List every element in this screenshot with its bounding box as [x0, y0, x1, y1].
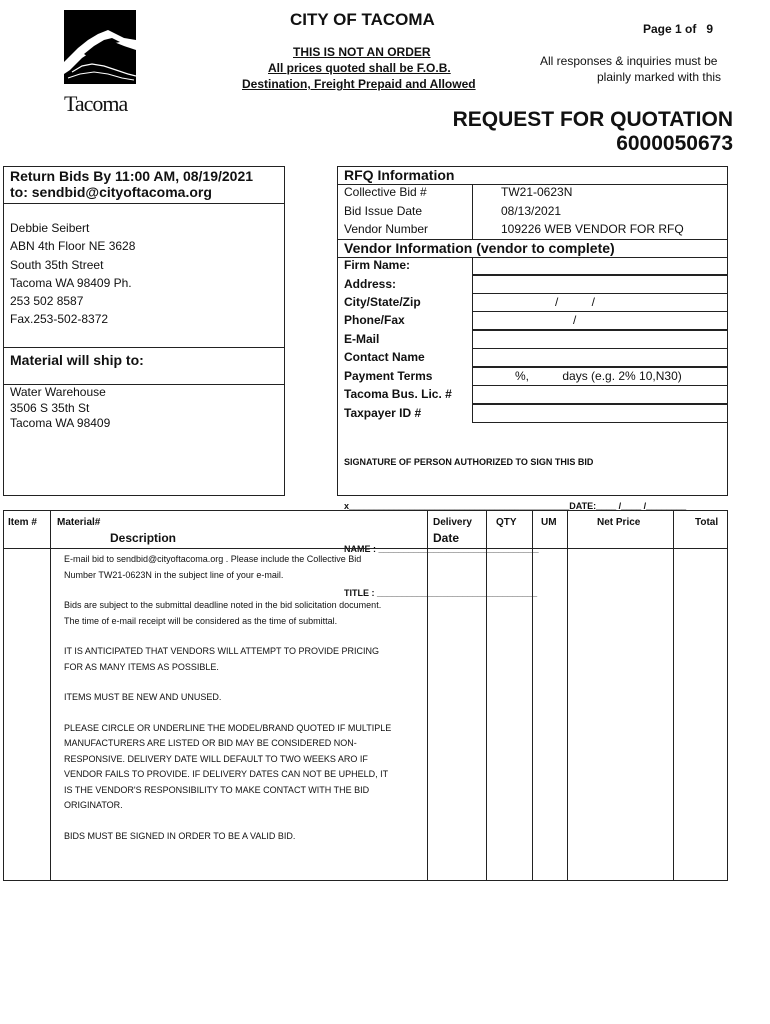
logo-text: Tacoma [64, 91, 128, 116]
rfq-value: TW21-0623N [501, 185, 573, 199]
payment-terms-hint: %, days (e.g. 2% 10,N30) [515, 369, 682, 383]
logo-mountain-icon [64, 10, 136, 90]
return-bids-line-2: to: sendbid@cityoftacoma.org [10, 184, 212, 200]
contact-block [10, 219, 135, 329]
contact-line: 253 502 8587 [10, 294, 84, 309]
vendor-label: Address: [344, 277, 397, 291]
vendor-label: E-Mail [344, 332, 380, 346]
contact-line: Debbie Seibert [10, 221, 90, 235]
responses-line-1: All responses & inquiries must be [540, 54, 718, 68]
ship-to-address [10, 385, 110, 432]
email-field[interactable] [472, 330, 728, 349]
vendor-label: City/State/Zip [344, 295, 421, 309]
city-logo [64, 10, 136, 114]
rfq-value: 08/13/2021 [501, 204, 562, 218]
fob-line-1: All prices quoted shall be F.O.B. [268, 61, 451, 75]
business-license-field[interactable] [472, 385, 728, 404]
rfq-info-title: RFQ Information [344, 167, 455, 183]
rfq-title: REQUEST FOR QUOTATION [452, 108, 733, 131]
vendor-label: Contact Name [344, 350, 425, 364]
name-line[interactable]: NAME : ________________________________ [344, 544, 539, 554]
vendor-label: Tacoma Bus. Lic. # [344, 387, 452, 401]
contact-line: Tacoma WA 98409 Ph. [10, 275, 132, 290]
responses-line-2: plainly marked with this [597, 70, 722, 84]
col-delivery: Delivery [433, 517, 472, 528]
rfq-label: Bid Issue Date [344, 204, 423, 218]
return-bids-line-1: Return Bids By 11:00 AM, 08/19/2021 [10, 168, 254, 184]
rfq-number: 6000050673 [616, 132, 733, 155]
col-qty: QTY [496, 517, 517, 528]
page-indicator: Page 1 of 9 [643, 22, 714, 36]
note-paragraph: Bids are subject to the submittal deadline noted in the bid solicitation document. The time of e-mail receipt will be considered as the time of submittal. [64, 600, 382, 626]
col-item: Item # [8, 517, 37, 528]
col-net-price: Net Price [597, 517, 641, 528]
contact-line: ABN 4th Floor NE 3628 [10, 239, 136, 254]
signature-line[interactable]: x____________________________________________DATE:____ /____ /________ [344, 500, 687, 511]
note-paragraph: E-mail bid to sendbid@cityoftacoma.org . Please include the Collective Bid Number TW21-0623N in the subject line of your e-mail. [64, 554, 362, 580]
bid-notes [64, 552, 394, 859]
rfq-label: Collective Bid # [344, 185, 427, 199]
city-state-zip-separators: / / [555, 295, 596, 309]
title-line[interactable]: TITLE : ________________________________ [344, 587, 538, 598]
col-date: Date [433, 531, 460, 545]
return-bids-box [3, 166, 285, 496]
not-order-notice: THIS IS NOT AN ORDER [293, 45, 431, 59]
ship-to-line: Tacoma WA 98409 [10, 416, 111, 430]
vendor-info-title: Vendor Information (vendor to complete) [344, 240, 615, 256]
phone-fax-field[interactable] [472, 311, 728, 330]
contact-line: South 35th Street [10, 257, 104, 272]
vendor-label: Taxpayer ID # [344, 406, 422, 420]
signature-heading: SIGNATURE OF PERSON AUTHORIZED TO SIGN THIS BID [344, 457, 594, 467]
col-material: Material# [57, 517, 101, 528]
ship-to-line: Water Warehouse [10, 385, 106, 399]
city-state-zip-field[interactable] [472, 293, 728, 312]
rfq-value: 109226 WEB VENDOR FOR RFQ [501, 222, 684, 236]
vendor-label: Firm Name: [344, 258, 411, 272]
col-um: UM [541, 517, 557, 528]
rfq-label: Vendor Number [344, 222, 429, 236]
contact-line: Fax.253-502-8372 [10, 312, 109, 327]
city-title: CITY OF TACOMA [290, 10, 435, 29]
note-paragraph: IT IS ANTICIPATED THAT VENDORS WILL ATTEMPT TO PROVIDE PRICING FOR AS MANY ITEMS AS POSSIBLE. [64, 646, 380, 672]
ship-to-title: Material will ship to: [10, 352, 144, 368]
address-field[interactable] [472, 275, 728, 294]
fob-line-2: Destination, Freight Prepaid and Allowed [242, 77, 476, 91]
note-paragraph: ITEMS MUST BE NEW AND UNUSED. [64, 692, 222, 702]
contact-name-field[interactable] [472, 348, 728, 367]
firm-name-field[interactable] [472, 257, 728, 275]
taxpayer-id-field[interactable] [472, 404, 728, 423]
col-description: Description [110, 531, 177, 545]
phone-fax-separator: / [573, 313, 577, 327]
vendor-label: Phone/Fax [344, 313, 405, 327]
ship-to-line: 3506 S 35th St [10, 400, 90, 415]
vendor-label: Payment Terms [344, 369, 433, 383]
note-paragraph: BIDS MUST BE SIGNED IN ORDER TO BE A VALID BID. [64, 830, 296, 841]
col-total: Total [695, 517, 719, 528]
note-paragraph: PLEASE CIRCLE OR UNDERLINE THE MODEL/BRAND QUOTED IF MULTIPLE MANUFACTURERS ARE LISTED OR BID MAY BE CONSIDERED NON-RESPONSIVE. DELIVERY DATE WILL DEFAULT TO TWO WEEKS ARO IF VENDOR FAILS TO PROVIDE. IF DELIVERY DATES CAN NOT BE UPHELD, IT IS THE VENDOR'S RESPONSIBILITY TO MAKE CONTACT WITH THE BID ORIGINATOR. [64, 722, 392, 810]
